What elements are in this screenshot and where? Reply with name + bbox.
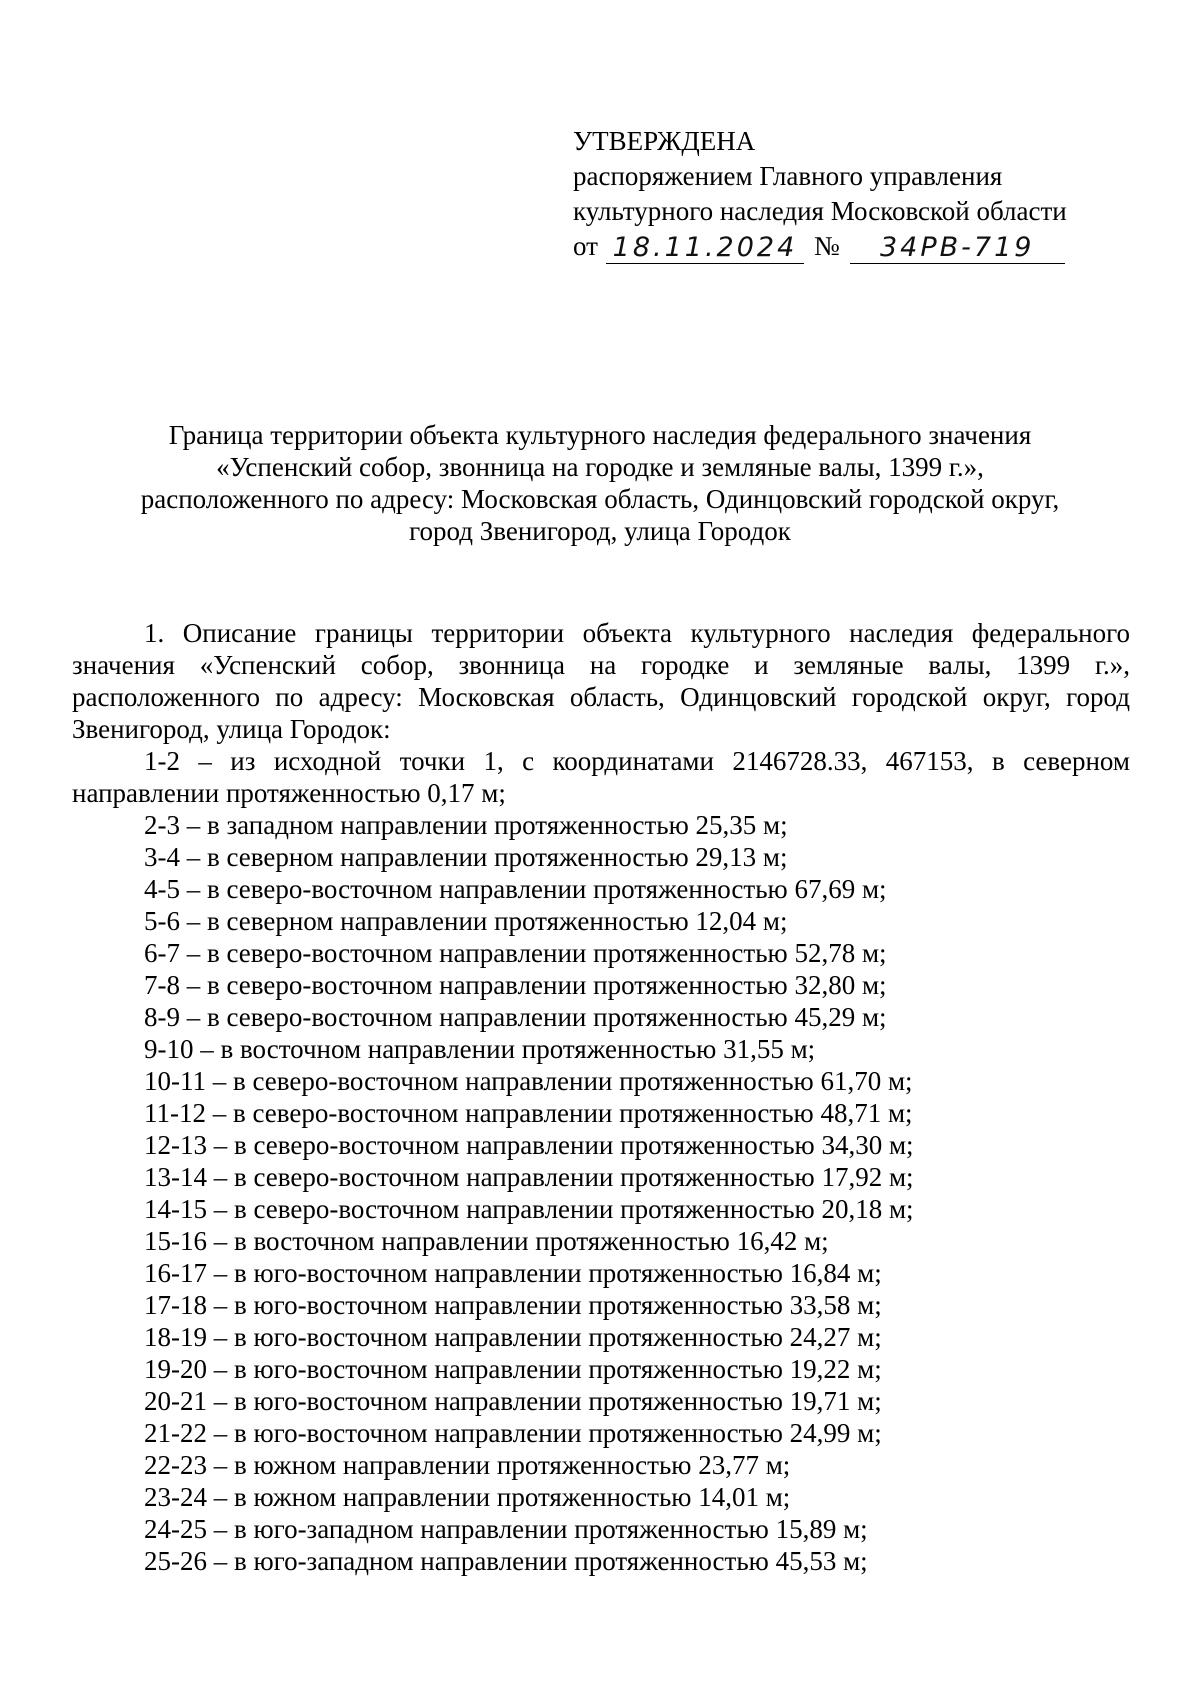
boundary-segment: 25-26 – в юго-западном направлении протяженностью 45,53 м; xyxy=(144,1546,868,1576)
boundary-segment: 2-3 – в западном направлении протяженностью 25,35 м; xyxy=(144,810,788,840)
boundary-segment: 23-24 – в южном направлении протяженностью 14,01 м; xyxy=(144,1482,791,1512)
boundary-segment: 22-23 – в южном направлении протяженностью 23,77 м; xyxy=(144,1450,791,1480)
boundary-segment: 13-14 – в северо-восточном направлении протяженностью 17,92 м; xyxy=(144,1162,914,1192)
title-line-4: город Звенигород, улица Городок xyxy=(409,516,791,546)
boundary-segment: 12-13 – в северо-восточном направлении протяженностью 34,30 м; xyxy=(144,1130,914,1160)
from-label: от xyxy=(573,231,598,261)
boundary-segment: 16-17 – в юго-восточном направлении протяженностью 16,84 м; xyxy=(144,1258,882,1288)
boundary-segment: 5-6 – в северном направлении протяженностью 12,04 м; xyxy=(144,906,788,936)
boundary-segment: 17-18 – в юго-восточном направлении протяженностью 33,58 м; xyxy=(144,1290,882,1320)
number-label: № xyxy=(813,231,840,261)
approval-line-1: распоряжением Главного управления xyxy=(573,161,1003,191)
boundary-segment: 24-25 – в юго-западном направлении протяженностью 15,89 м; xyxy=(144,1514,868,1544)
document-body xyxy=(72,617,1130,1577)
approval-heading: УТВЕРЖДЕНА xyxy=(573,126,756,156)
boundary-segment: 10-11 – в северо-восточном направлении протяженностью 61,70 м; xyxy=(144,1066,913,1096)
boundary-segment: 7-8 – в северо-восточном направлении протяженностью 32,80 м; xyxy=(144,970,887,1000)
boundary-segment: 21-22 – в юго-восточном направлении протяженностью 24,99 м; xyxy=(144,1418,882,1448)
document-title xyxy=(60,419,1140,547)
boundary-segment: 4-5 – в северо-восточном направлении протяженностью 67,69 м; xyxy=(144,874,887,904)
handwritten-number: 34РВ-719 xyxy=(850,233,1065,264)
boundary-segment: 14-15 – в северо-восточном направлении протяженностью 20,18 м; xyxy=(144,1194,914,1224)
boundary-segments-list xyxy=(72,809,1130,1577)
boundary-segment: 20-21 – в юго-восточном направлении протяженностью 19,71 м; xyxy=(144,1386,882,1416)
first-segment-paragraph: 1-2 – из исходной точки 1, с координатами 2146728.33, 467153, в северном направлении протяженностью 0,17 м; xyxy=(72,746,1130,808)
boundary-segment: 19-20 – в юго-восточном направлении протяженностью 19,22 м; xyxy=(144,1354,882,1384)
boundary-segment: 3-4 – в северном направлении протяженностью 29,13 м; xyxy=(144,842,788,872)
title-line-1: Граница территории объекта культурного наследия федерального значения xyxy=(168,420,1032,450)
boundary-segment: 18-19 – в юго-восточном направлении протяженностью 24,27 м; xyxy=(144,1322,882,1352)
boundary-segment: 11-12 – в северо-восточном направлении протяженностью 48,71 м; xyxy=(144,1098,913,1128)
title-line-3: расположенного по адресу: Московская область, Одинцовский городской округ, xyxy=(140,484,1060,514)
boundary-segment: 8-9 – в северо-восточном направлении протяженностью 45,29 м; xyxy=(144,1002,887,1032)
approval-stamp-block xyxy=(573,124,1067,264)
handwritten-date: 18.11.2024 xyxy=(606,233,804,264)
intro-paragraph: 1. Описание границы территории объекта культурного наследия федерального значения «Успенский собор, звонница на городке и земляные валы, 1399 г.», расположенного по адресу: Московская область, Одинцовский городской округ, город Звенигород, улица Городок: xyxy=(72,618,1130,744)
approval-line-2: культурного наследия Московской области xyxy=(573,196,1067,226)
boundary-segment: 9-10 – в восточном направлении протяженностью 31,55 м; xyxy=(144,1034,816,1064)
boundary-segment: 15-16 – в восточном направлении протяженностью 16,42 м; xyxy=(144,1226,829,1256)
approval-date-number-line xyxy=(573,229,1067,264)
boundary-segment: 6-7 – в северо-восточном направлении протяженностью 52,78 м; xyxy=(144,938,887,968)
title-line-2: «Успенский собор, звонница на городке и земляные валы, 1399 г.», xyxy=(216,452,984,482)
